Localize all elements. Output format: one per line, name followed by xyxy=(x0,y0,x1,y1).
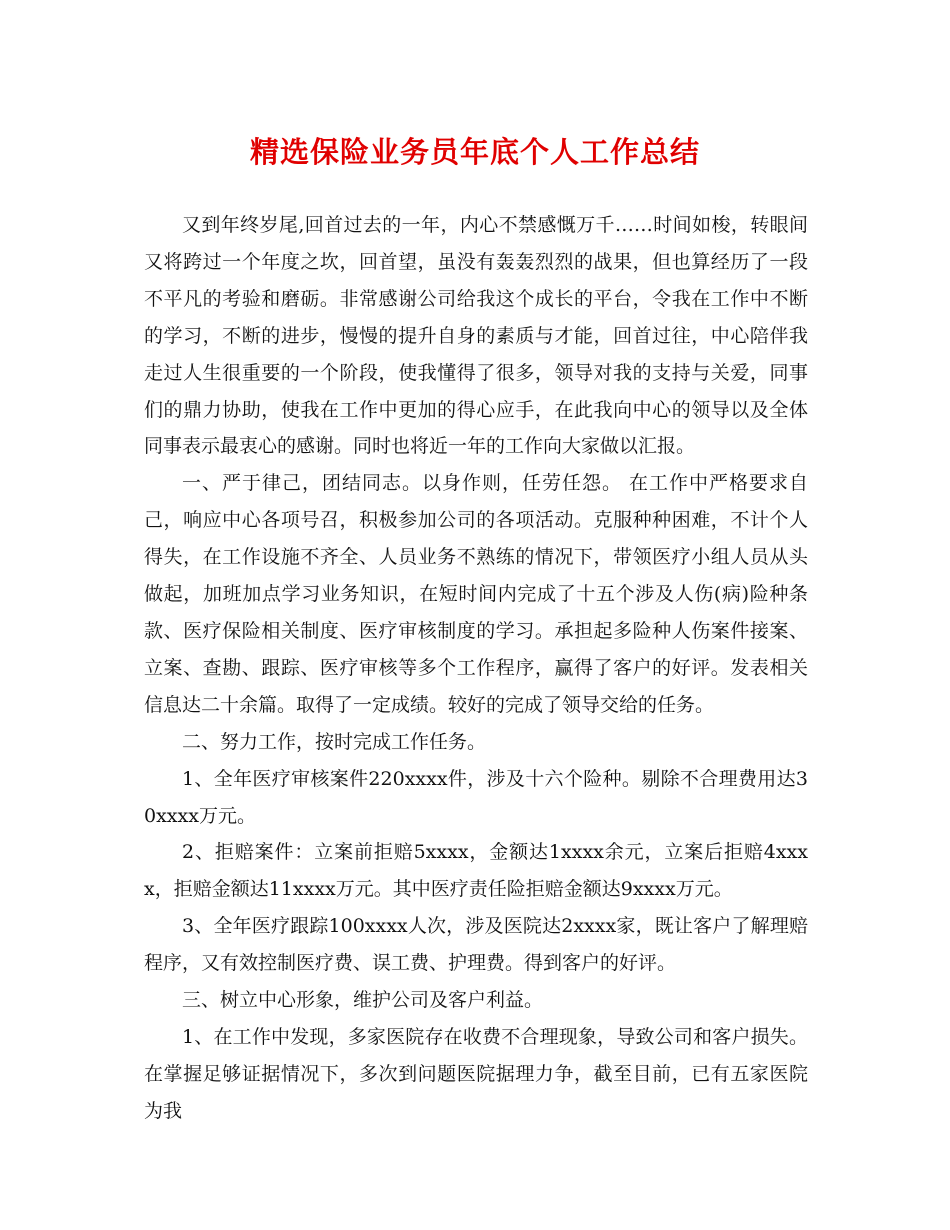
paragraph-section-2-heading: 二、努力工作，按时完成工作任务。 xyxy=(182,730,487,753)
paragraph-item-3-1: 1、在工作中发现，多家医院存在收费不合理现象，导致公司和客户损失。在掌握足够证据情况下，多次到问题医院据理力争，截至目前，已有五家医院为我 xyxy=(144,1025,808,1122)
document-title: 精选保险业务员年底个人工作总结 xyxy=(249,135,700,169)
paragraph-item-2-1: 1、全年医疗审核案件220xxxx件，涉及十六个险种。剔除不合理费用达30xxxx万元。 xyxy=(144,767,808,827)
paragraph-section-3-heading: 三、树立中心形象，维护公司及客户利益。 xyxy=(182,989,544,1012)
paragraph-intro: 又到年终岁尾,回首过去的一年，内心不禁感慨万千……时间如梭，转眼间又将跨过一个年度之坎，回首望，虽没有轰轰烈烈的战果，但也算经历了一段不平凡的考验和磨砺。非常感谢公司给我这个成长的平台，令我在工作中不断的学习，不断的进步，慢慢的提升自身的素质与才能，回首过往，中心陪伴我走过人生很重要的一个阶段，使我懂得了很多，领导对我的支持与关爱，同事们的鼎力协助，使我在工作中更加的得心应手，在此我向中心的领导以及全体同事表示最衷心的感谢。同时也将近一年的工作向大家做以汇报。 xyxy=(144,214,808,458)
paragraph-section-1: 一、严于律己，团结同志。以身作则，任劳任怨。 在工作中严格要求自己，响应中心各项号召，积极参加公司的各项活动。克服种种困难，不计个人得失，在工作设施不齐全、人员业务不熟练的情况下，带领医疗小组人员从头做起，加班加点学习业务知识，在短时间内完成了十五个涉及人伤(病)险种条款、医疗保险相关制度、医疗审核制度的学习。承担起多险种人伤案件接案、立案、查勘、跟踪、医疗审核等多个工作程序，赢得了客户的好评。发表相关信息达二十余篇。取得了一定成绩。较好的完成了领导交给的任务。 xyxy=(144,472,808,716)
paragraph-item-2-3: 3、全年医疗跟踪100xxxx人次，涉及医院达2xxxx家，既让客户了解理赔程序，又有效控制医疗费、误工费、护理费。得到客户的好评。 xyxy=(144,915,808,975)
document-body xyxy=(144,207,808,1130)
paragraph-item-2-2: 2、拒赔案件：立案前拒赔5xxxx，金额达1xxxx余元，立案后拒赔4xxxx，拒赔金额达11xxxx万元。其中医疗责任险拒赔金额达9xxxx万元。 xyxy=(144,841,808,901)
